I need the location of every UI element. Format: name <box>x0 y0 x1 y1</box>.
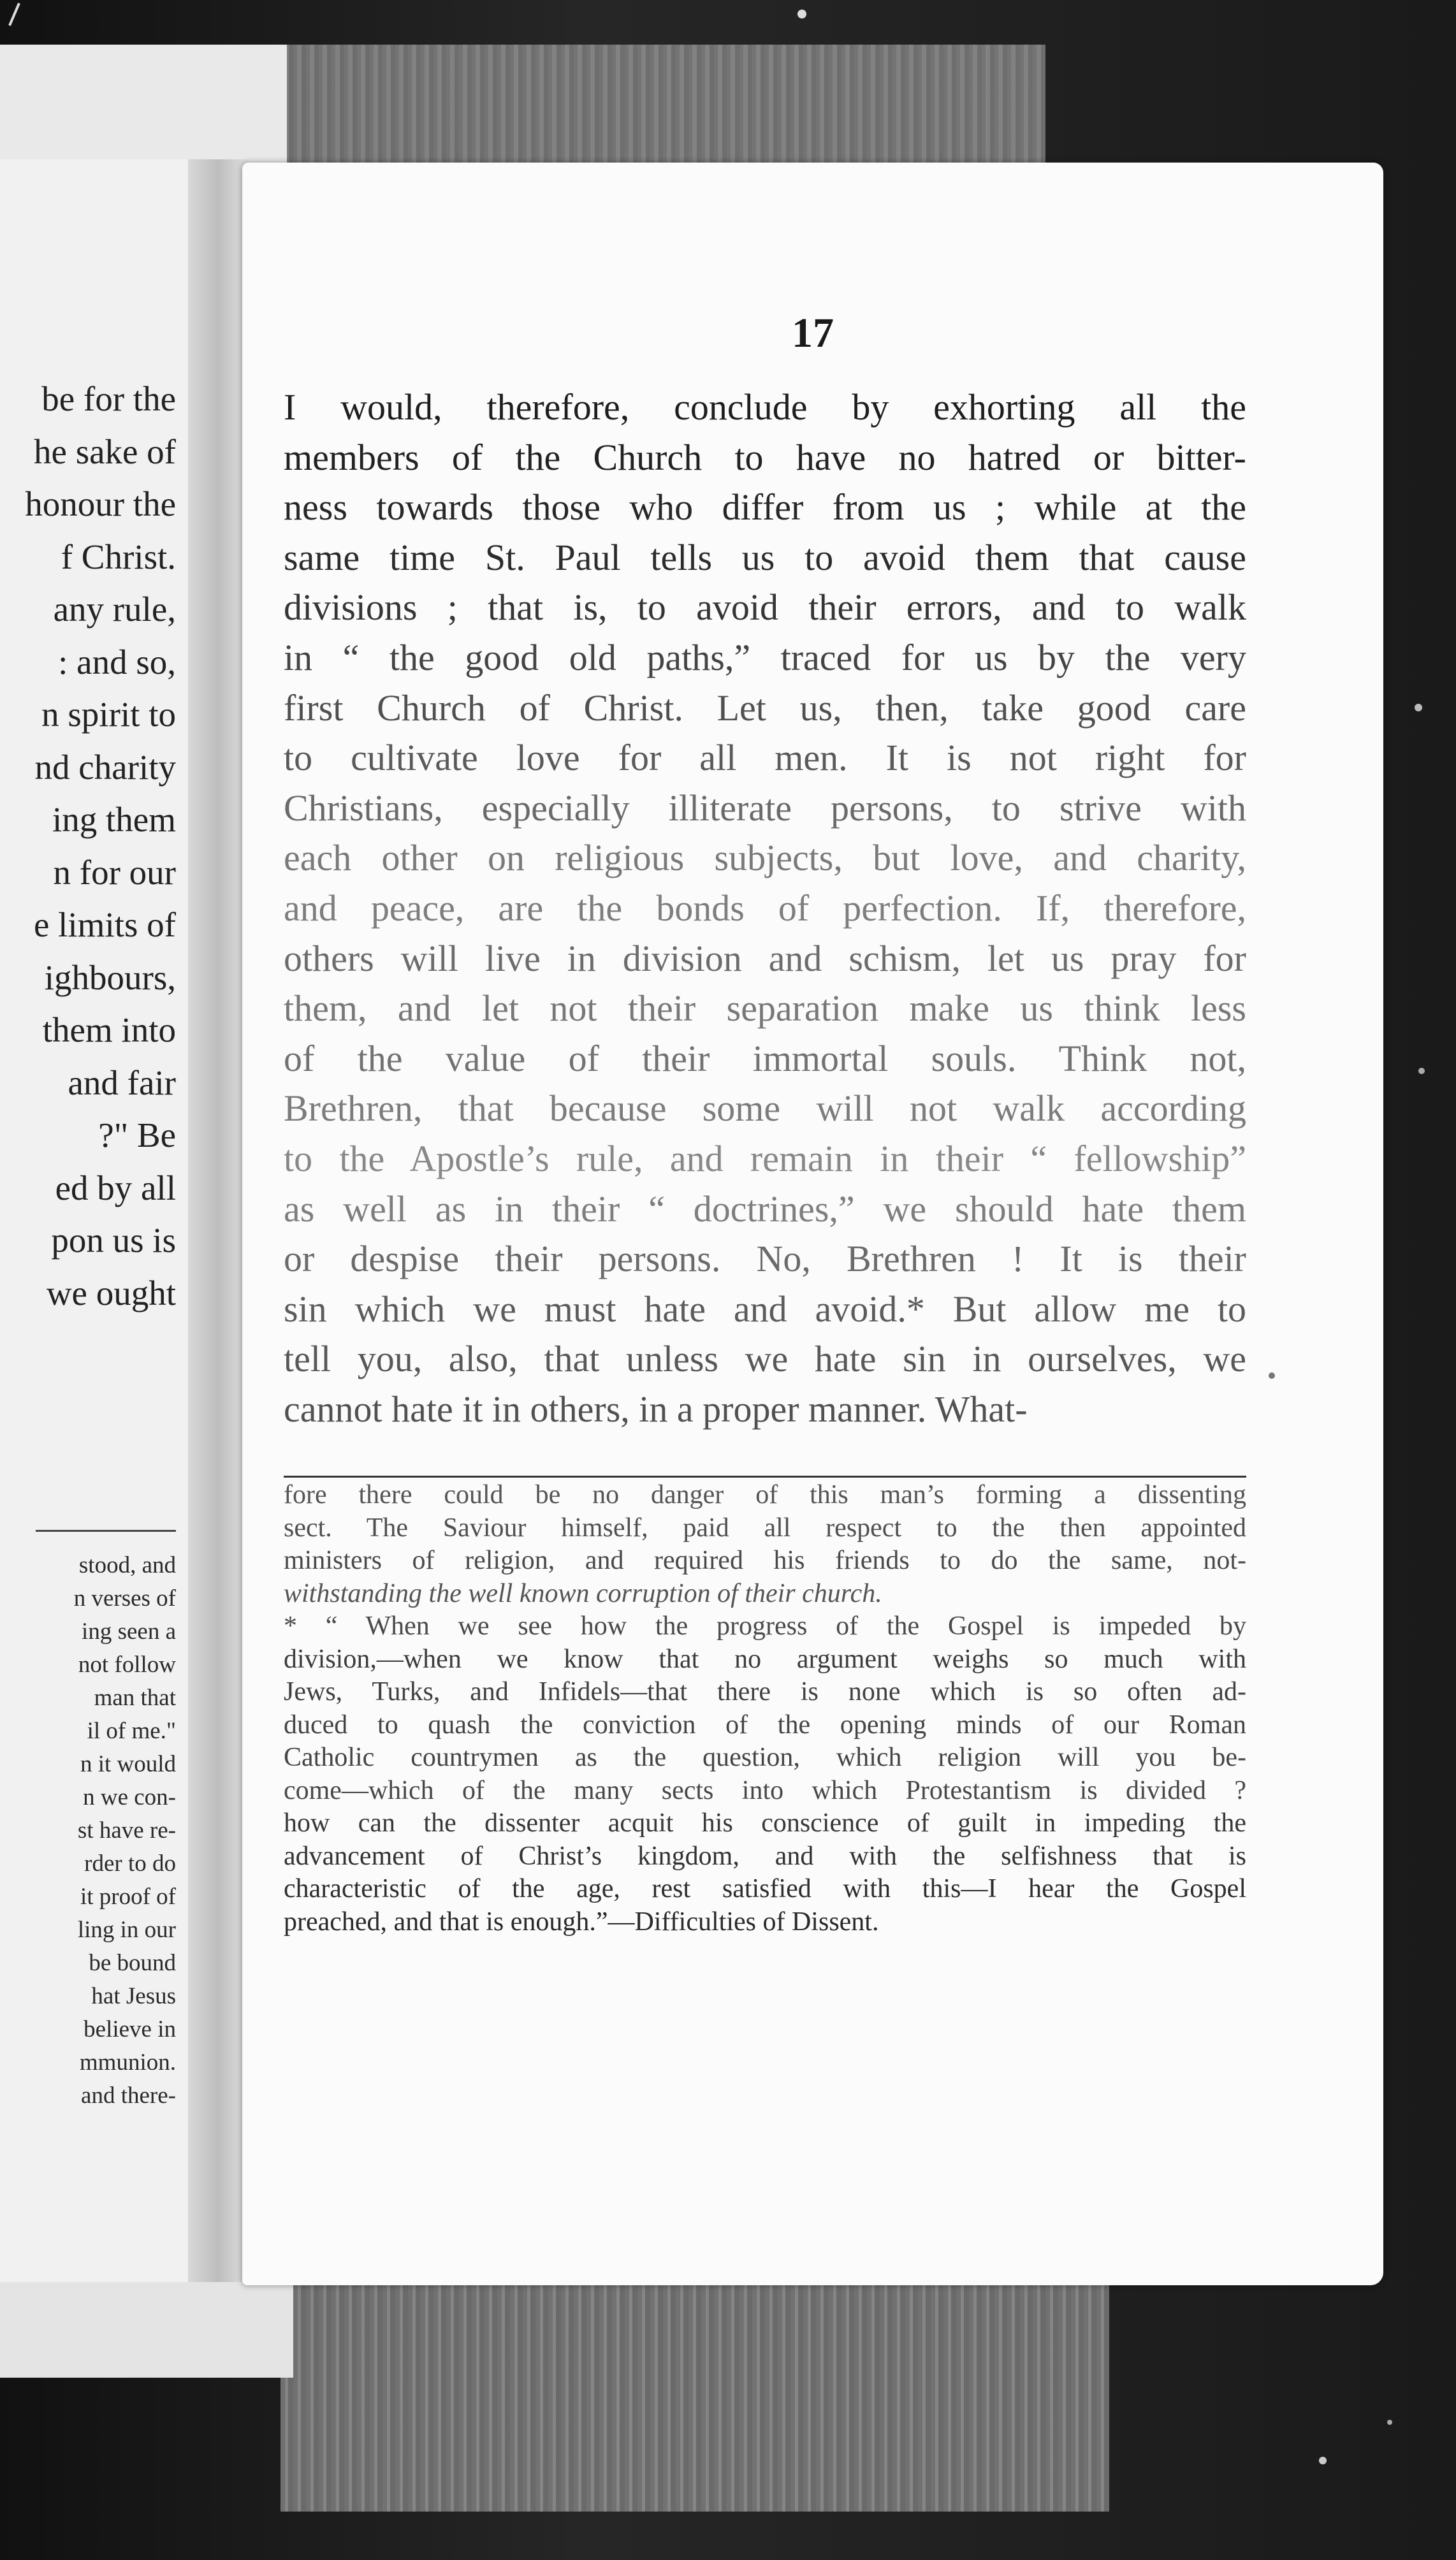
left-text-line: n for our <box>53 852 176 892</box>
left-footnote-rule <box>36 1530 176 1532</box>
left-note-line: n verses of <box>73 1585 176 1611</box>
footnote-line: ministers of religion, and required his friends to do the same, not- <box>284 1546 1246 1575</box>
left-text-line: them into <box>42 1010 176 1049</box>
left-page <box>0 159 191 2282</box>
footnote-rule <box>284 1476 1246 1478</box>
body-line: I would, therefore, conclude by exhorting all the <box>284 386 1246 428</box>
footnote-line: Catholic countrymen as the question, which religion will you be- <box>284 1743 1246 1772</box>
footnote-line: Jews, Turks, and Infidels—that there is none which is so often ad- <box>284 1677 1246 1706</box>
left-note-line: ing seen a <box>82 1618 176 1645</box>
page-number: 17 <box>792 310 834 356</box>
left-note-line: rder to do <box>84 1851 176 1877</box>
body-line: others will live in division and schism, let us pray for <box>284 937 1246 979</box>
left-note-line: it proof of <box>80 1884 176 1910</box>
left-text-line: honour the <box>25 484 176 523</box>
left-note-line: hat Jesus <box>91 1983 176 2009</box>
body-line: them, and let not their separation make us think less <box>284 987 1246 1029</box>
body-line: Brethren, that because some will not walk according <box>284 1087 1246 1130</box>
scanner-gray-band-top <box>280 45 1045 172</box>
body-line: as well as in their “ doctrines,” we should hate them <box>284 1188 1246 1230</box>
left-text-line: we ought <box>46 1273 176 1313</box>
footnote-line: characteristic of the age, rest satisfied with this—I hear the Gospel <box>284 1874 1246 1903</box>
footnote-line: division,—when we know that no argument weighs so much with <box>284 1644 1246 1674</box>
body-line: or despise their persons. No, Brethren ! It is their <box>284 1238 1246 1280</box>
left-page-footnotes <box>0 1549 176 2113</box>
left-text-line: n spirit to <box>41 695 176 734</box>
body-line: of the value of their immortal souls. Think not, <box>284 1037 1246 1079</box>
left-note-line: believe in <box>84 2016 176 2042</box>
body-line: each other on religious subjects, but love, and charity, <box>284 837 1246 879</box>
book-gutter <box>188 159 249 2282</box>
left-note-line: ling in our <box>77 1917 176 1943</box>
body-line: sin which we must hate and avoid.* But allow me to <box>284 1288 1246 1330</box>
body-line: divisions ; that is, to avoid their errors, and to walk <box>284 586 1246 629</box>
left-note-line: be bound <box>89 1950 176 1976</box>
left-text-line: : and so, <box>58 642 176 681</box>
left-note-line: n it would <box>80 1751 176 1777</box>
left-note-line: stood, and <box>78 1552 176 1578</box>
left-page-text <box>0 373 176 1320</box>
footnote-line: * “ When we see how the progress of the Gospel is impeded by <box>284 1611 1246 1641</box>
left-text-line: f Christ. <box>61 537 176 576</box>
footnote-line: advancement of Christ’s kingdom, and with the selfishness that is <box>284 1841 1246 1871</box>
body-line: and peace, are the bonds of perfection. If, therefore, <box>284 887 1246 929</box>
left-text-line: he sake of <box>34 432 176 471</box>
body-line: ness towards those who differ from us ; while at the <box>284 486 1246 528</box>
footnotes <box>284 1479 1246 1938</box>
left-note-line: st have re- <box>77 1817 176 1844</box>
left-note-line: mmunion. <box>79 2049 176 2076</box>
left-page-top-edge <box>0 45 287 166</box>
body-line: in “ the good old paths,” traced for us by the very <box>284 636 1246 678</box>
left-text-line: nd charity <box>34 747 176 787</box>
left-text-line: be for the <box>41 379 176 418</box>
footnote-line: fore there could be no danger of this man’s forming a dissenting <box>284 1480 1246 1509</box>
body-line: to the Apostle’s rule, and remain in their “ fellowship” <box>284 1137 1246 1179</box>
scanner-gray-band-bottom <box>280 2269 1109 2512</box>
left-note-line: n we con- <box>83 1784 176 1810</box>
left-text-line: pon us is <box>51 1221 176 1260</box>
left-text-line: any rule, <box>53 590 176 629</box>
left-text-line: e limits of <box>33 905 176 944</box>
left-note-line: man that <box>94 1685 176 1711</box>
footnote-line: duced to quash the conviction of the opening minds of our Roman <box>284 1710 1246 1740</box>
left-text-line: ing them <box>52 800 176 839</box>
footnote-line: sect. The Saviour himself, paid all respect to the then appointed <box>284 1513 1246 1543</box>
left-page-bottom-edge <box>0 2282 293 2378</box>
body-line: members of the Church to have no hatred or bitter- <box>284 436 1246 478</box>
body-line: first Church of Christ. Let us, then, take good care <box>284 687 1246 729</box>
body-line: same time St. Paul tells us to avoid them that cause <box>284 536 1246 578</box>
footnote-line: preached, and that is enough.”—Difficulties of Dissent. <box>284 1907 879 1937</box>
left-text-line: ?" Be <box>98 1116 176 1154</box>
footnote-line: withstanding the well known corruption of their church. <box>284 1578 882 1608</box>
left-text-line: ed by all <box>55 1168 176 1207</box>
body-line: Christians, especially illiterate persons, to strive with <box>284 787 1246 829</box>
footnote-line: come—which of the many sects into which Protestantism is divided ? <box>284 1775 1246 1805</box>
left-note-line: not follow <box>78 1652 176 1678</box>
right-page <box>242 163 1383 2285</box>
body-line: to cultivate love for all men. It is not right for <box>284 737 1246 779</box>
footnote-line: how can the dissenter acquit his conscience of guilt in impeding the <box>284 1808 1246 1838</box>
body-line: tell you, also, that unless we hate sin in ourselves, we <box>284 1338 1246 1380</box>
left-note-line: il of me." <box>87 1718 176 1744</box>
body-line: cannot hate it in others, in a proper manner. What- <box>284 1388 1028 1430</box>
left-note-line: and there- <box>81 2083 176 2109</box>
body-text <box>284 382 1246 1434</box>
left-text-line: and fair <box>68 1063 176 1102</box>
left-text-line: ighbours, <box>44 957 176 997</box>
